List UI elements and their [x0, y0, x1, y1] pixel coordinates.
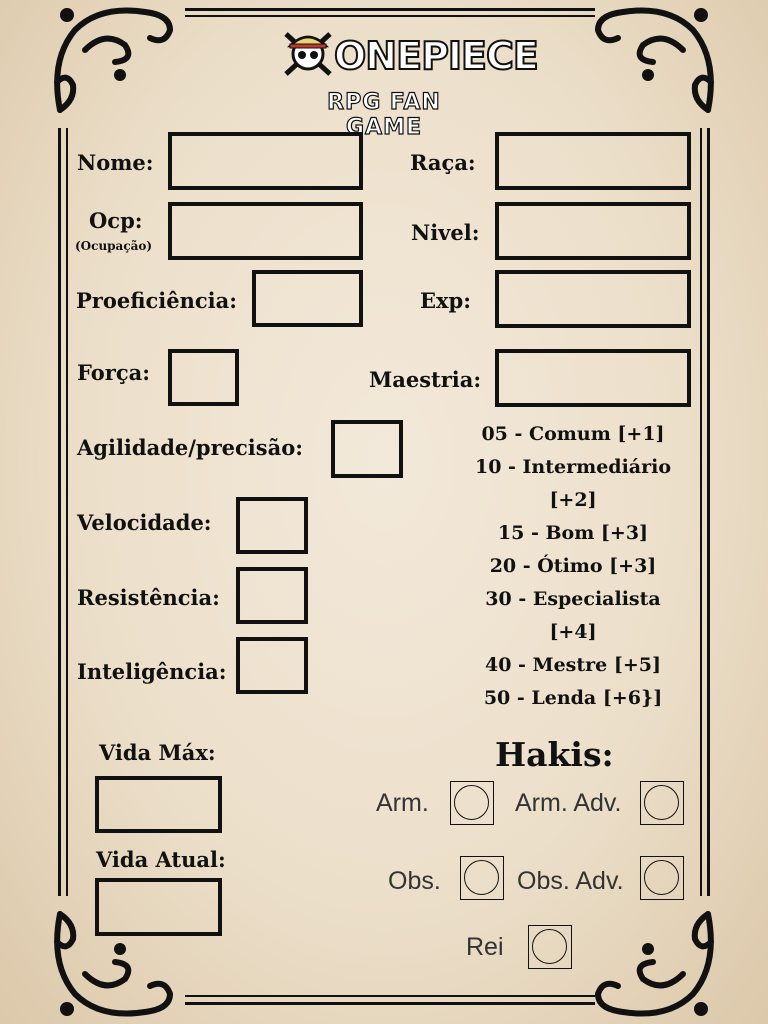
label-vida-atual: Vida Atual:	[96, 847, 226, 872]
circle-icon	[464, 860, 499, 895]
label-haki-obs: Obs.	[388, 867, 441, 895]
haki-arm-adv-checkbox[interactable]	[640, 781, 684, 825]
vida-atual-field[interactable]	[95, 878, 222, 936]
inteligencia-field[interactable]	[236, 637, 308, 694]
maestria-level: 50 - Lenda [+6}]	[483, 687, 663, 709]
frame-bottom-line-inner	[185, 995, 595, 997]
label-velocidade: Velocidade:	[77, 510, 212, 535]
resistencia-field[interactable]	[236, 567, 308, 624]
frame-right-line-inner	[700, 128, 702, 896]
haki-obs-adv-checkbox[interactable]	[640, 856, 684, 900]
nivel-field[interactable]	[495, 202, 691, 260]
raca-field[interactable]	[495, 132, 691, 190]
hakis-title: Hakis:	[495, 735, 614, 774]
one-piece-logo	[282, 20, 538, 88]
maestria-field[interactable]	[495, 349, 691, 407]
label-haki-obs-adv: Obs. Adv.	[517, 867, 624, 895]
forca-field[interactable]	[168, 349, 239, 406]
label-agilidade: Agilidade/precisão:	[77, 435, 303, 460]
frame-left-line-inner	[66, 128, 68, 896]
logo-subtitle: RPG FAN GAME	[327, 90, 441, 140]
label-inteligencia: Inteligência:	[77, 659, 227, 684]
skull-icon	[282, 24, 334, 84]
label-resistencia: Resistência:	[77, 585, 220, 610]
maestria-levels-list	[448, 418, 698, 715]
label-proeficiencia: Proeficiência:	[76, 288, 238, 313]
maestria-level: 40 - Mestre [+5]	[485, 654, 661, 676]
nome-field[interactable]	[168, 132, 363, 190]
proeficiencia-field[interactable]	[252, 270, 363, 327]
label-nome: Nome:	[77, 150, 154, 175]
label-ocp: Ocp:	[89, 208, 143, 233]
label-haki-arm-adv: Arm. Adv.	[515, 789, 622, 817]
haki-obs-checkbox[interactable]	[460, 856, 504, 900]
ornament-bottom-right-icon	[583, 904, 723, 1024]
circle-icon	[644, 860, 679, 895]
velocidade-field[interactable]	[236, 497, 308, 554]
vida-max-field[interactable]	[95, 776, 222, 833]
label-haki-rei: Rei	[466, 933, 504, 961]
maestria-level: 05 - Comum [+1]	[481, 423, 665, 445]
haki-rei-checkbox[interactable]	[528, 925, 572, 969]
label-ocp-sub: (Ocupação)	[75, 239, 153, 253]
maestria-level: [+4]	[549, 621, 597, 643]
frame-top-line-inner	[185, 15, 595, 17]
label-maestria: Maestria:	[369, 367, 482, 392]
logo-text: ONEPIECE	[334, 34, 538, 78]
frame-bottom-line	[185, 1002, 595, 1005]
maestria-level: [+2]	[549, 489, 597, 511]
ornament-top-right-icon	[583, 0, 723, 120]
ornament-top-left-icon	[45, 0, 185, 120]
circle-icon	[454, 785, 489, 820]
frame-left-line	[58, 128, 61, 896]
label-nivel: Nivel:	[411, 220, 480, 245]
ocp-field[interactable]	[168, 202, 363, 260]
label-vida-max: Vida Máx:	[99, 740, 216, 765]
label-haki-arm: Arm.	[376, 789, 429, 817]
label-raca: Raça:	[410, 150, 476, 175]
circle-icon	[532, 929, 567, 964]
exp-field[interactable]	[495, 270, 691, 328]
maestria-level: 20 - Ótimo [+3]	[489, 555, 657, 577]
frame-top-line	[185, 8, 595, 11]
maestria-level: 10 - Intermediário	[474, 456, 672, 478]
maestria-level: 15 - Bom [+3]	[497, 522, 649, 544]
label-forca: Força:	[77, 360, 150, 385]
frame-right-line	[707, 128, 710, 896]
circle-icon	[644, 785, 679, 820]
agilidade-field[interactable]	[331, 420, 403, 478]
haki-arm-checkbox[interactable]	[450, 781, 494, 825]
label-exp: Exp:	[420, 288, 471, 313]
maestria-level: 30 - Especialista	[485, 588, 661, 610]
